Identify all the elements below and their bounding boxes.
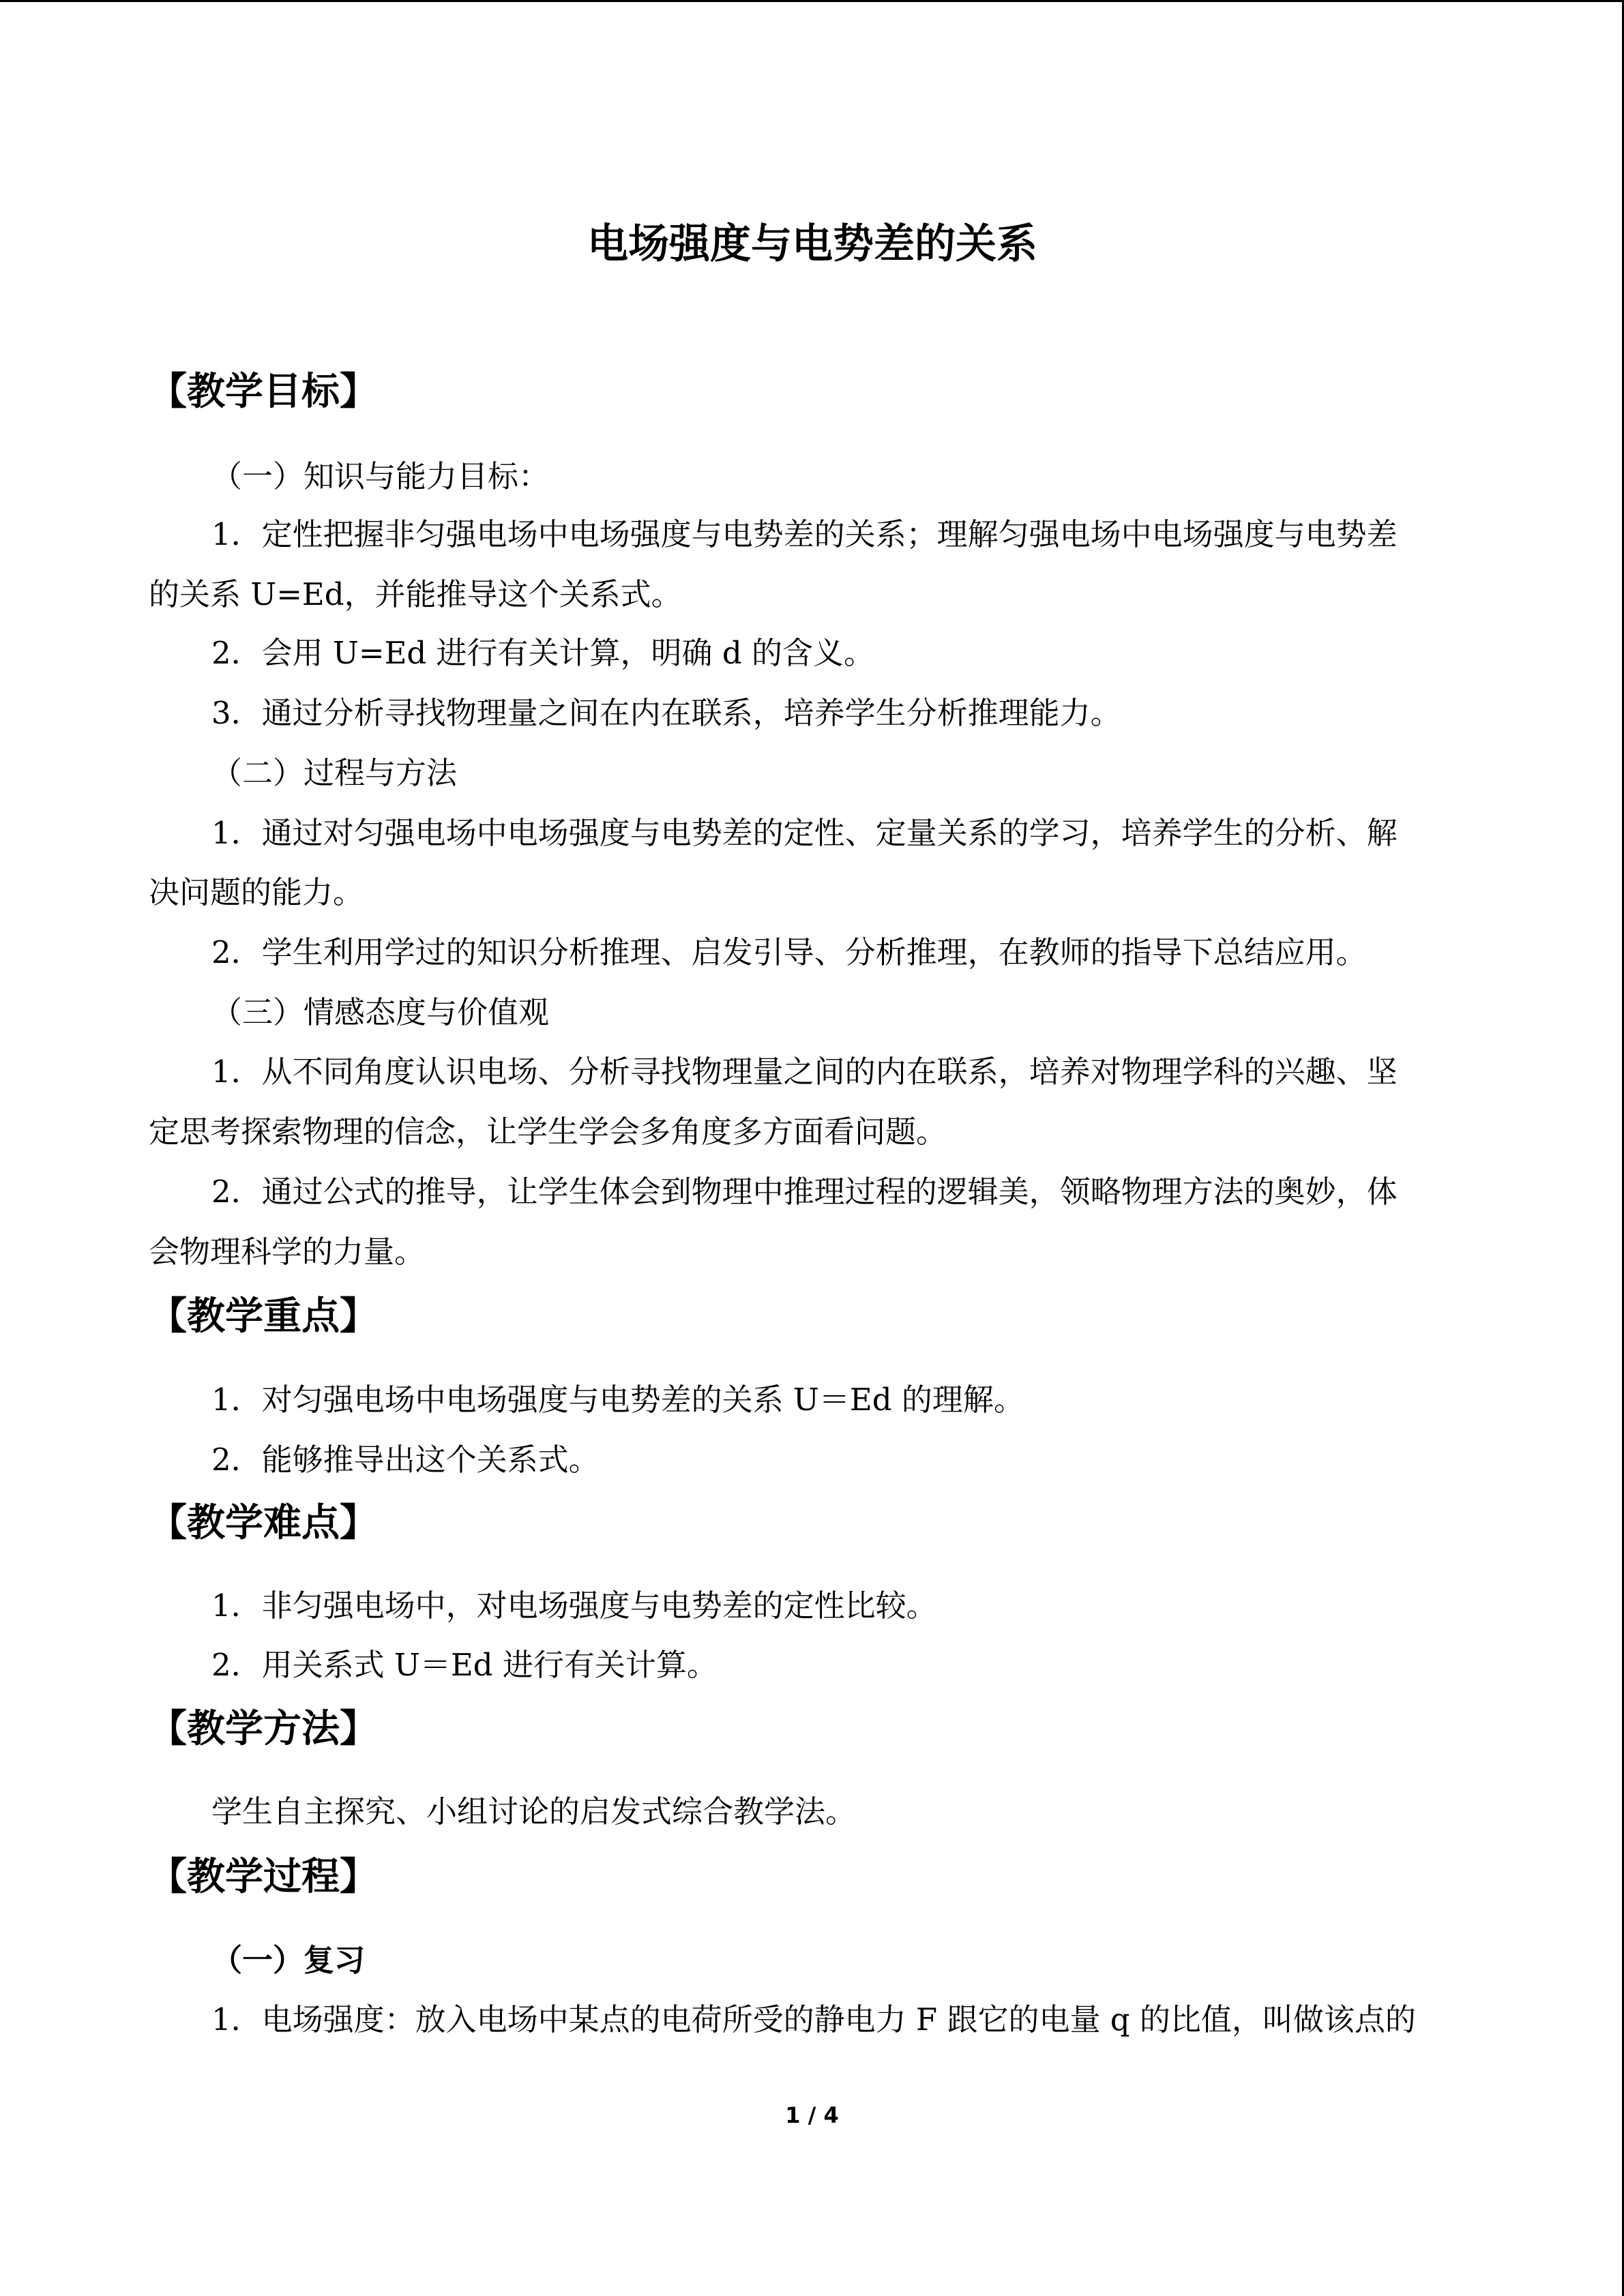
objectives-sub-3: （三）情感态度与价值观 [211,994,550,1030]
heading-methods: 【教学方法】 [149,1707,378,1751]
heading-key-points: 【教学重点】 [149,1294,378,1339]
objective-2-1-line-a: 1．通过对匀强电场中电场强度与电势差的定性、定量关系的学习，培养学生的分析、解 [211,815,1398,851]
objectives-sub-2: （二）过程与方法 [211,755,458,791]
objective-3-1-line-b: 定思考探索物理的信念，让学生学会多角度多方面看问题。 [149,1114,947,1150]
process-sub-1: （一）复习 [211,1942,366,1978]
objective-2-2: 2．学生利用学过的知识分析推理、启发引导、分析推理，在教师的指导下总结应用。 [211,934,1367,970]
objective-1-1-line-a: 1．定性把握非匀强电场中电场强度与电势差的关系；理解匀强电场中电场强度与电势差 [211,516,1398,552]
document-title: 电场强度与电势差的关系 [587,220,1037,268]
key-point-2: 2．能够推导出这个关系式。 [211,1442,600,1478]
method-1: 学生自主探究、小组讨论的启发式综合教学法。 [211,1793,857,1830]
heading-objectives: 【教学目标】 [149,370,378,414]
process-1-1: 1．电场强度：放入电场中某点的电荷所受的静电力 F 跟它的电量 q 的比值，叫做该点的 [211,2001,1416,2038]
objectives-sub-1: （一）知识与能力目标： [211,458,550,494]
heading-process: 【教学过程】 [149,1855,378,1899]
objective-1-3: 3．通过分析寻找物理量之间在内在联系，培养学生分析推理能力。 [211,695,1121,731]
objective-3-2-line-a: 2．通过公式的推导，让学生体会到物理中推理过程的逻辑美，领略物理方法的奥妙，体 [211,1174,1398,1210]
key-point-1: 1．对匀强电场中电场强度与电势差的关系 U＝Ed 的理解。 [211,1382,1024,1418]
page-number: 1 / 4 [785,2102,839,2128]
objective-1-2: 2．会用 U=Ed 进行有关计算，明确 d 的含义。 [211,635,874,671]
difficulty-1: 1．非匀强电场中，对电场强度与电势差的定性比较。 [211,1587,937,1624]
heading-difficulties: 【教学难点】 [149,1501,378,1545]
objective-2-1-line-b: 决问题的能力。 [149,874,364,910]
objective-1-1-line-b: 的关系 U=Ed，并能推导这个关系式。 [149,576,682,612]
objective-3-2-line-b: 会物理科学的力量。 [149,1234,426,1270]
difficulty-2: 2．用关系式 U＝Ed 进行有关计算。 [211,1647,718,1683]
objective-3-1-line-a: 1．从不同角度认识电场、分析寻找物理量之间的内在联系，培养对物理学科的兴趣、坚 [211,1054,1398,1090]
